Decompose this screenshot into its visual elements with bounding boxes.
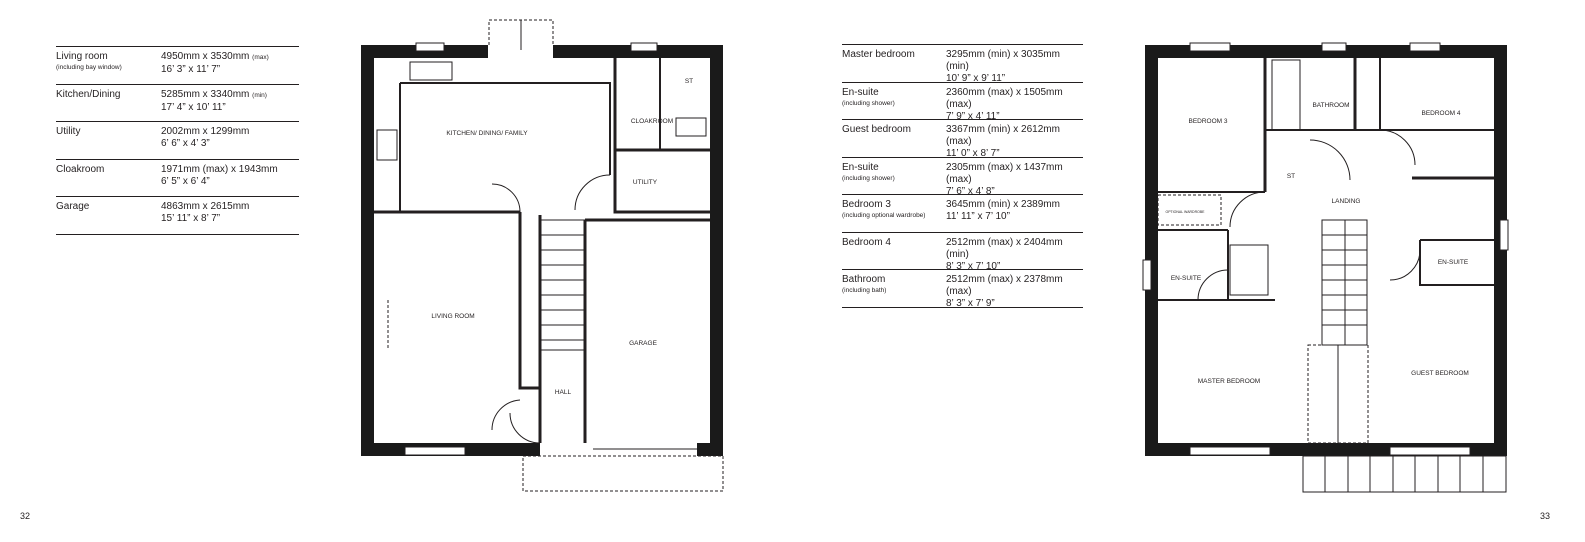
- room-note: (including optional wardrobe): [842, 212, 926, 219]
- ff-shower-left: [1230, 245, 1268, 295]
- room-name-text: Living room: [56, 51, 108, 62]
- gf-wall-hall-south: [523, 443, 540, 456]
- metric-dimension: 2305mm (max) x 1437mm (max): [946, 161, 1063, 185]
- room-name-text: Kitchen/Dining: [56, 88, 121, 100]
- room-name-text: Master bedroom: [842, 49, 915, 60]
- metric-dimension: 4950mm x 3530mm (max): [161, 51, 269, 62]
- gf-label-living: LIVING ROOM: [431, 313, 475, 320]
- gf-room-labels: [431, 78, 693, 396]
- ff-label-ensuite-left: EN-SUITE: [1170, 275, 1202, 282]
- imperial-dimension: 7’ 9” x 4’ 11”: [946, 110, 1000, 122]
- room-note: (including shower): [842, 174, 895, 182]
- gf-label-cloakroom: CLOAKROOM: [630, 118, 674, 125]
- gf-window-south: [405, 447, 465, 455]
- gf-door-swing-utility: [575, 175, 610, 210]
- imperial-dimension: 10’ 9” x 9’ 11”: [946, 73, 1006, 84]
- gf-door-swing-living: [492, 184, 520, 212]
- gf-window-north: [416, 43, 444, 51]
- ff-label-bedroom3: BEDROOM 3: [1188, 118, 1228, 125]
- gf-wall-east: [710, 45, 723, 456]
- ff-label-bedroom4: BEDROOM 4: [1421, 110, 1461, 117]
- room-note: (including shower): [842, 99, 895, 107]
- room-name-text: Cloakroom: [56, 163, 105, 175]
- metric-dimension: 3295mm (min) x 3035mm (min): [946, 49, 1060, 72]
- imperial-dimension: 6’ 5” x 6’ 4”: [161, 175, 210, 187]
- room-name-text: En-suite: [842, 86, 879, 98]
- room-name-text: Garage: [56, 201, 90, 213]
- metric-dimension: 3645mm (min) x 2389mm: [946, 199, 1060, 210]
- ff-label-ensuite-right: EN-SUITE: [1437, 259, 1469, 266]
- ff-balcony: [1303, 456, 1506, 492]
- gf-door-swing-hall: [492, 400, 520, 430]
- ff-staircase: [1322, 220, 1367, 345]
- page-number-right: 33: [1540, 511, 1551, 521]
- imperial-dimension: 15’ 11” x 8’ 7”: [161, 213, 221, 225]
- ff-label-st: ST: [1286, 173, 1296, 180]
- ff-label-master: MASTER BEDROOM: [1197, 378, 1261, 385]
- room-name-text: Bathroom: [842, 274, 886, 285]
- gf-label-hall: HALL: [554, 389, 572, 396]
- ff-wardrobe-left: [1308, 345, 1338, 443]
- ff-label-guest: GUEST BEDROOM: [1411, 370, 1469, 377]
- gf-kitchen-sink: [410, 62, 452, 80]
- gf-toilet: [676, 118, 706, 136]
- gf-window-north-cloak: [631, 43, 657, 51]
- imperial-dimension: 6’ 6” x 4’ 3”: [161, 138, 210, 150]
- gf-label-garage: GARAGE: [629, 340, 657, 347]
- gf-wall-south-right: [697, 443, 723, 456]
- room-name-text: Bedroom 3: [842, 199, 891, 210]
- ff-label-landing: LANDING: [1331, 198, 1361, 205]
- metric-dimension: 3367mm (min) x 2612mm (max): [946, 124, 1060, 147]
- ff-wall-west: [1145, 45, 1158, 456]
- room-name-text: Utility: [56, 126, 81, 138]
- ff-room-labels: [1165, 102, 1468, 385]
- page-number-left: 32: [20, 511, 31, 521]
- imperial-dimension: 16’ 3” x 11’ 7”: [161, 64, 221, 75]
- gf-hob: [377, 130, 397, 160]
- gf-door-swing-front: [510, 413, 540, 443]
- metric-dimension: 2512mm (max) x 2378mm (max): [946, 274, 1063, 297]
- ground-floor-plan: [361, 20, 723, 491]
- gf-label-utility: UTILITY: [632, 179, 658, 186]
- gf-label-kitchen: KITCHEN/ DINING/ FAMILY: [446, 130, 528, 137]
- gf-label-st: ST: [684, 78, 694, 85]
- room-note: (including bay window): [56, 64, 122, 71]
- room-name-text: Guest bedroom: [842, 124, 911, 135]
- imperial-dimension: 8’ 3” x 7’ 9”: [946, 298, 995, 309]
- metric-dimension: 4863mm x 2615mm: [161, 201, 250, 213]
- ff-wardrobe-right: [1338, 345, 1368, 443]
- metric-dimension: 1971mm (max) x 1943mm: [161, 163, 278, 175]
- room-name-text: Bedroom 4: [842, 236, 891, 248]
- imperial-dimension: 7’ 6” x 4’ 8”: [946, 185, 995, 197]
- metric-dimension: 2002mm x 1299mm: [161, 126, 250, 138]
- gf-staircase: [540, 220, 585, 350]
- ff-label-bathroom: BATHROOM: [1312, 102, 1350, 109]
- ff-bath: [1272, 60, 1300, 130]
- metric-dimension: 5285mm x 3340mm (min): [161, 88, 267, 100]
- imperial-dimension: 11’ 11” x 7’ 10”: [946, 211, 1010, 222]
- metric-dimension: 2512mm (max) x 2404mm (min): [946, 236, 1063, 260]
- imperial-dimension: 8’ 3” x 7’ 10”: [946, 260, 1001, 272]
- metric-dimension: 2360mm (max) x 1505mm (max): [946, 86, 1063, 110]
- imperial-dimension: 17’ 4” x 10’ 11”: [161, 101, 226, 113]
- room-note: (including bath): [842, 287, 887, 294]
- gf-wall-west: [361, 45, 374, 456]
- ff-label-wardrobe: OPTIONAL WARDROBE: [1165, 210, 1205, 214]
- imperial-dimension: 11’ 0” x 8’ 7”: [946, 148, 1000, 159]
- gf-porch: [523, 456, 723, 491]
- room-name-text: En-suite: [842, 161, 879, 173]
